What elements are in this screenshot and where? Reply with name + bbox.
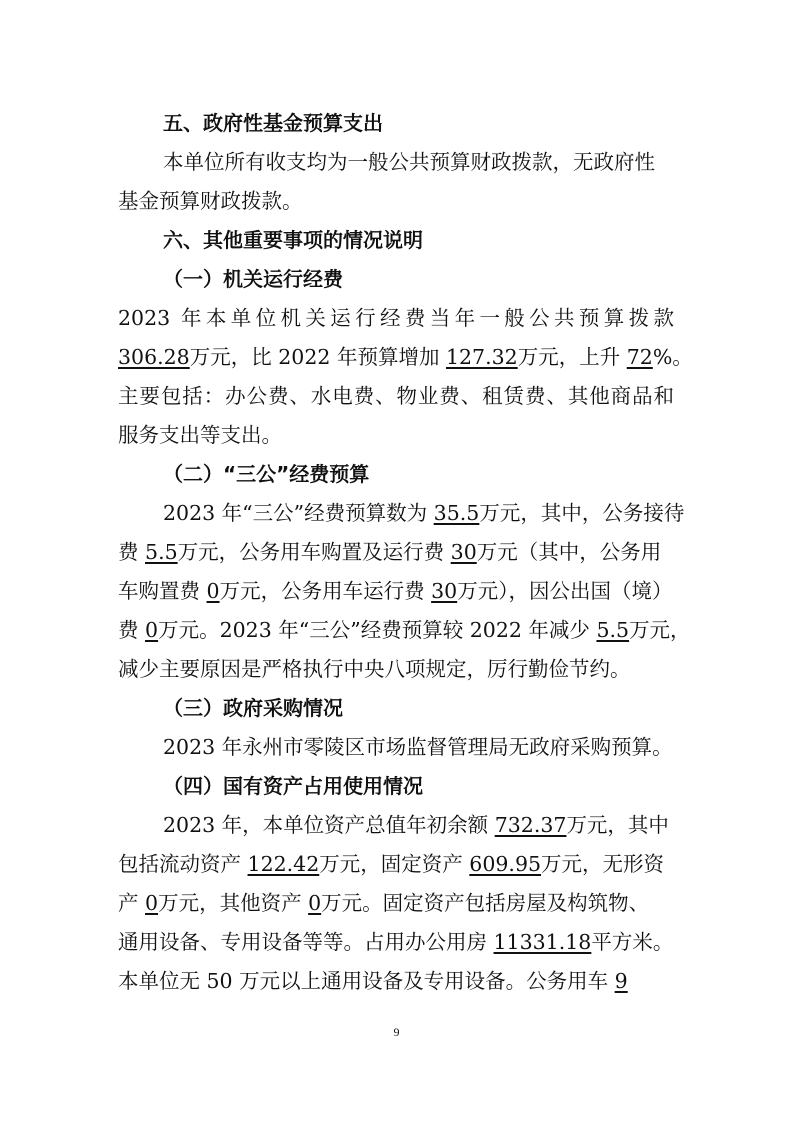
text: 万元。2023 年“三公”经费预算较 2022 年减少 — [158, 618, 597, 642]
value-total-assets: 732.37 — [494, 813, 567, 837]
value-increase: 127.32 — [445, 345, 518, 369]
text: 万元，其他资产 — [158, 891, 309, 915]
paragraph-line — [118, 343, 793, 371]
text: 万元，公务用车购置及运行费 — [177, 540, 451, 564]
value-vehicle-count: 9 — [614, 969, 628, 993]
value-abroad: 0 — [145, 618, 159, 642]
subsection-heading-1: （一）机关运行经费 — [163, 267, 343, 291]
paragraph-line: 2023 年本单位机关运行经费当年一般公共预算拨款 — [118, 306, 674, 330]
value-fixed-assets: 609.95 — [469, 852, 542, 876]
paragraph-line: 2023 年永州市零陵区市场监督管理局无政府采购预算。 — [163, 735, 673, 759]
text: 通用设备、专用设备等等。占用办公用房 — [118, 930, 494, 954]
section-heading-5: 五、政府性基金预算支出 — [163, 111, 383, 135]
value-amount: 306.28 — [118, 345, 190, 369]
text: 平方米。 — [591, 930, 674, 954]
value-office-area: 11331.18 — [493, 930, 592, 954]
text: 万元， — [629, 618, 691, 642]
value-percent: 72 — [626, 345, 653, 369]
paragraph-line — [118, 616, 793, 644]
section-heading-6: 六、其他重要事项的情况说明 — [163, 228, 423, 252]
value-total: 35.5 — [433, 501, 480, 525]
text: 包括流动资产 — [118, 852, 248, 876]
text: 万元，上升 — [517, 345, 627, 369]
text: 费 — [118, 618, 146, 642]
text: 万元。固定资产包括房屋及构筑物、 — [321, 891, 650, 915]
text: 费 — [118, 540, 146, 564]
value-intangible-assets: 0 — [145, 891, 159, 915]
value-operation: 30 — [431, 579, 458, 603]
paragraph-line — [163, 499, 793, 527]
paragraph-line: 基金预算财政拨款。 — [118, 189, 303, 213]
value-reception: 5.5 — [145, 540, 178, 564]
value-vehicle: 30 — [450, 540, 477, 564]
paragraph-line — [118, 538, 793, 566]
subsection-heading-3: （三）政府采购情况 — [163, 696, 343, 720]
text: 2023 年“三公”经费预算数为 — [163, 501, 434, 525]
paragraph-line: 服务支出等支出。 — [118, 423, 282, 447]
text: 本单位无 50 万元以上通用设备及专用设备。公务用车 — [118, 969, 615, 993]
text: 万元，公务用车运行费 — [219, 579, 432, 603]
text: 万元，固定资产 — [319, 852, 470, 876]
paragraph-line — [163, 811, 793, 839]
value-decrease: 5.5 — [596, 618, 630, 642]
paragraph-line — [118, 850, 793, 878]
value-other-assets: 0 — [308, 891, 322, 915]
paragraph-line — [118, 889, 793, 917]
value-current-assets: 122.42 — [247, 852, 320, 876]
text: 万元（其中，公务用 — [476, 540, 662, 564]
text: 车购置费 — [118, 579, 207, 603]
paragraph-line — [118, 577, 793, 605]
subsection-heading-2: （二）“三公”经费预算 — [163, 462, 370, 486]
page-number: 9 — [393, 1025, 400, 1039]
paragraph-line: 主要包括：办公费、水电费、物业费、租赁费、其他商品和 — [118, 384, 674, 408]
text: 万元，比 2022 年预算增加 — [189, 345, 446, 369]
text: 万元，其中 — [566, 813, 669, 837]
paragraph-line — [118, 928, 793, 956]
text: 2023 年，本单位资产总值年初余额 — [163, 813, 495, 837]
text: %。 — [652, 345, 693, 369]
paragraph-line: 本单位所有收支均为一般公共预算财政拨款，无政府性 — [163, 150, 655, 174]
subsection-heading-4: （四）国有资产占用使用情况 — [163, 774, 423, 798]
text: 万元，其中，公务接待 — [479, 501, 685, 525]
paragraph-line — [118, 967, 793, 995]
text: 产 — [118, 891, 146, 915]
text: 万元，无形资 — [541, 852, 665, 876]
paragraph-line: 减少主要原因是严格执行中央八项规定，厉行勤俭节约。 — [118, 657, 631, 681]
value-purchase: 0 — [206, 579, 220, 603]
text: 万元），因公出国（境） — [457, 579, 673, 603]
